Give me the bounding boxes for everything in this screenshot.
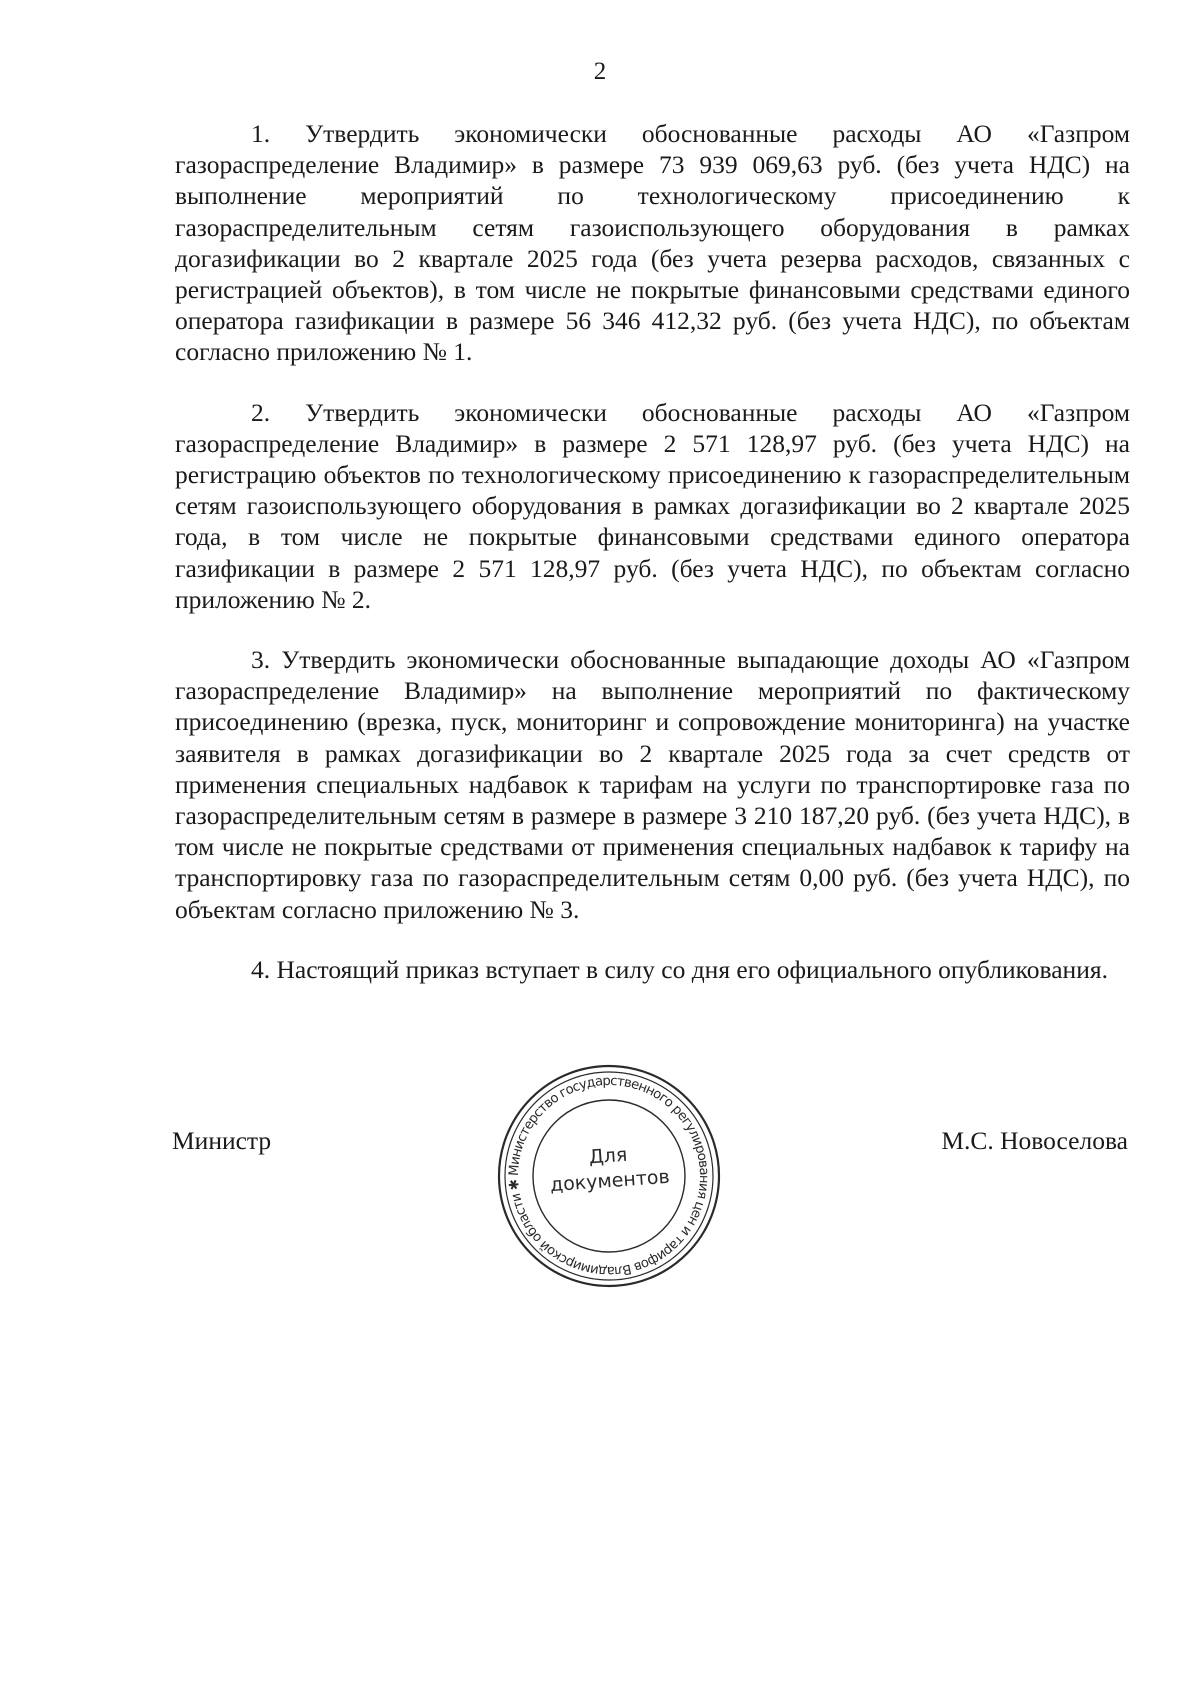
document-body <box>175 118 1130 1014</box>
paragraph-2: 2. Утвердить экономически обоснованные расходы АО «Газпром газораспределение Владимир» в размере 2 571 128,97 руб. (без учета НДС) на регистрацию объектов по технологическому присоединению к газораспределительным сетям газоиспользующего оборудования в рамках догазификации во 2 квартале 2025 года, в том числе не покрытые финансовыми средствами единого оператора газификации в размере 2 571 128,97 руб. (без учета НДС), по объектам согласно приложению № 2. <box>175 397 1130 614</box>
paragraph-3: 3. Утвердить экономически обоснованные выпадающие доходы АО «Газпром газораспределение Владимир» на выполнение мероприятий по фактическому присоединению (врезка, пуск, мониторинг и сопровождение мониторинга) на участке заявителя в рамках догазификации во 2 квартале 2025 года за счет средств от применения специальных надбавок к тарифам на услуги по транспортировке газа по газораспределительным сетям в размере в размере 3 210 187,20 руб. (без учета НДС), в том числе не покрытые средствами от применения специальных надбавок к тарифу на транспортировку газа по газораспределительным сетям 0,00 руб. (без учета НДС), по объектам согласно приложению № 3. <box>175 645 1130 924</box>
paragraph-1: 1. Утвердить экономически обоснованные расходы АО «Газпром газораспределение Владимир» в размере 73 939 069,63 руб. (без учета НДС) на выполнение мероприятий по технологическому присоединению к газораспределительным сетям газоиспользующего оборудования в рамках догазификации во 2 квартале 2025 года (без учета резерва расходов, связанных с регистрацией объектов), в том числе не покрытые финансовыми средствами единого оператора газификации в размере 56 346 412,32 руб. (без учета НДС), по объектам согласно приложению № 1. <box>175 119 1130 367</box>
seal-center-line-2: документов <box>549 1165 671 1197</box>
official-seal <box>495 1062 723 1290</box>
page-number: 2 <box>593 58 607 85</box>
seal-ring-text: Министерство государственного регулирования цен и тарифов Владимирской области ✱ <box>506 1073 712 1279</box>
seal-center-line-1: Для <box>588 1143 629 1169</box>
signer-position: Министр <box>172 1126 272 1155</box>
signer-name: М.С. Новоселова <box>941 1126 1128 1155</box>
paragraph-4: 4. Настоящий приказ вступает в силу со дня его официального опубликования. <box>251 954 1108 984</box>
